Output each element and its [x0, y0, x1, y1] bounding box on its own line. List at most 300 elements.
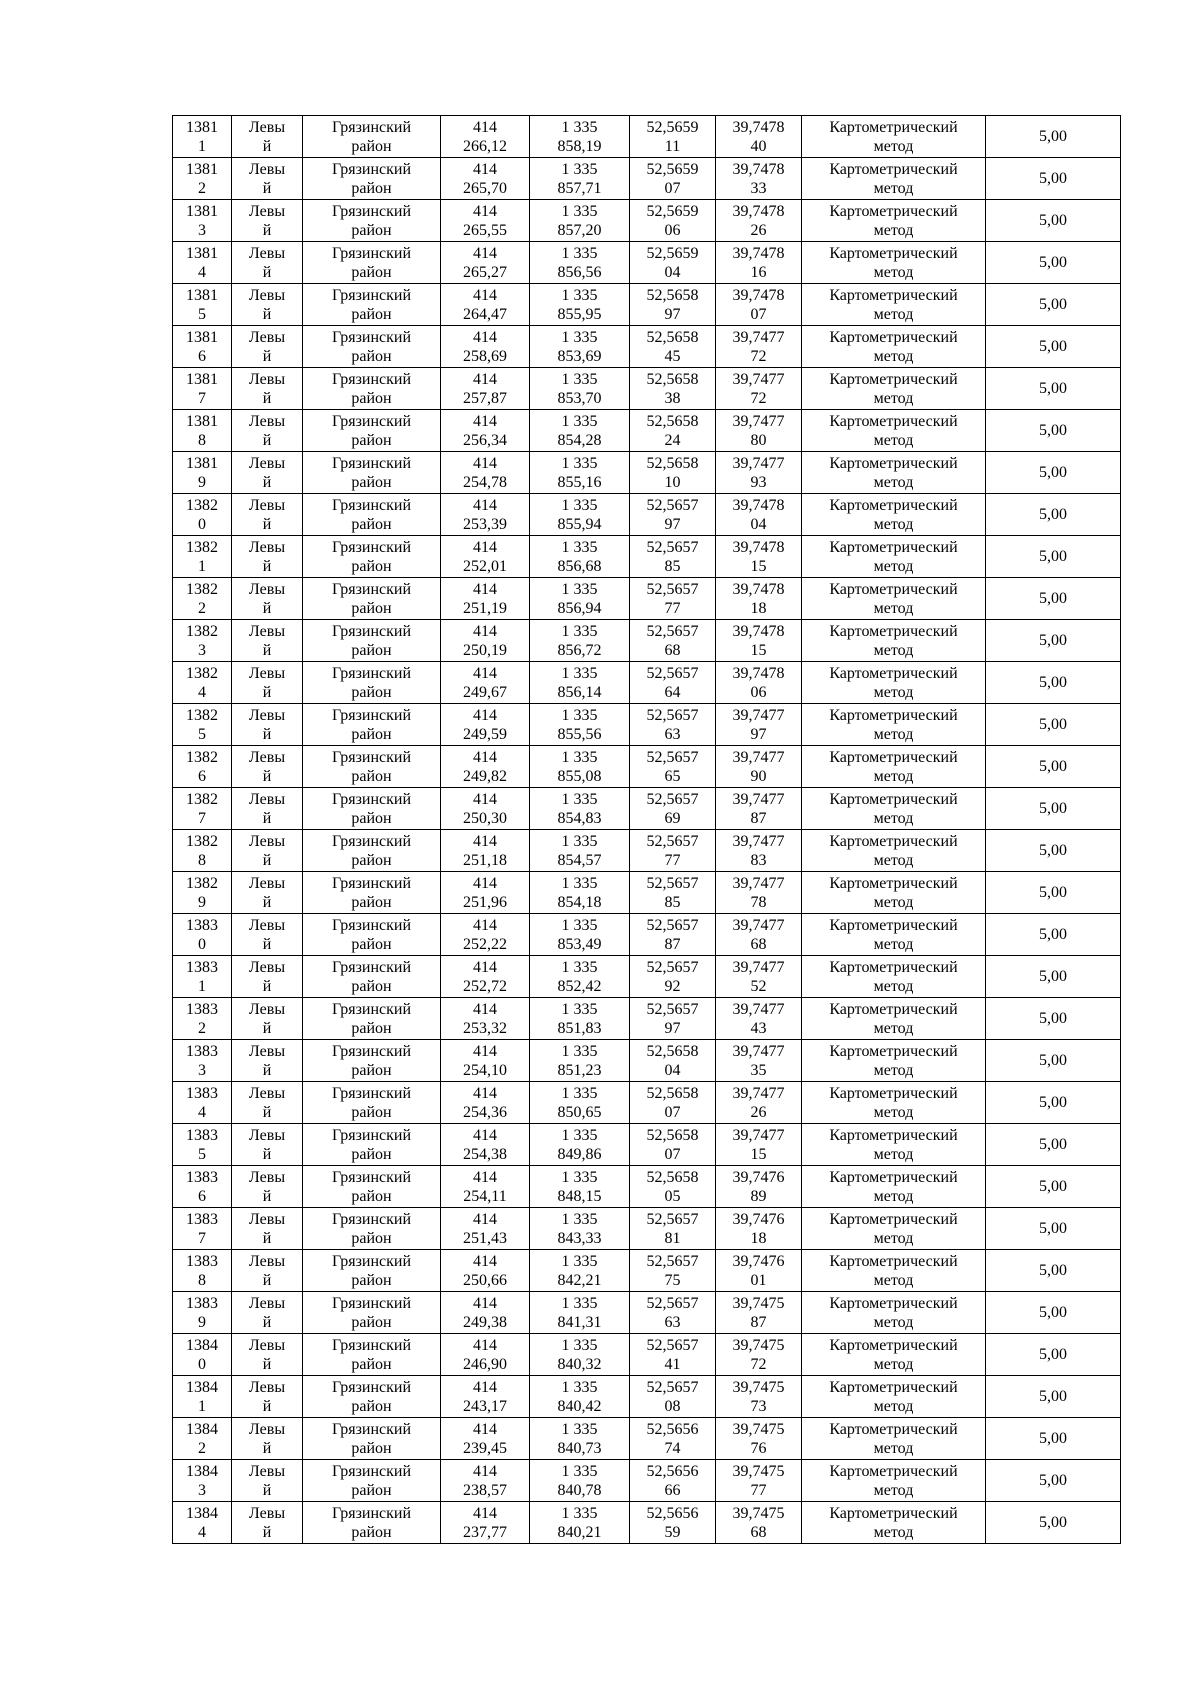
latitude-cell	[630, 1334, 716, 1376]
cell-line: й	[262, 767, 272, 785]
cell-line: метод	[873, 389, 914, 407]
y-coordinate-cell	[530, 200, 630, 242]
cell-line: 77	[750, 1481, 767, 1499]
cell-line: Грязинский	[331, 118, 412, 136]
cell-line: 08	[664, 1397, 681, 1415]
cell-line: Левы	[248, 244, 286, 262]
y-coordinate-cell	[530, 1502, 630, 1544]
cell-line: й	[262, 347, 272, 365]
cell-line: 92	[664, 977, 681, 995]
cell-line: 1	[198, 137, 206, 155]
cell-line: й	[262, 179, 272, 197]
cell-line: метод	[873, 1145, 914, 1163]
cell-line: 52,5657	[646, 664, 699, 682]
cell-line: 39,7476	[732, 1252, 785, 1270]
cell-line: 1 335	[561, 706, 598, 724]
cell-line: 251,18	[463, 851, 507, 869]
table-row	[173, 326, 1121, 368]
cell-line: 52,5657	[646, 916, 699, 934]
table-row	[173, 284, 1121, 326]
point-number-cell	[173, 1082, 232, 1124]
table-row	[173, 1502, 1121, 1544]
longitude-cell	[716, 1040, 802, 1082]
latitude-cell	[630, 452, 716, 494]
cell-line: 0	[198, 515, 206, 533]
cell-line: 1384	[186, 1504, 218, 1522]
x-coordinate-cell	[441, 326, 530, 368]
method-cell	[802, 1460, 986, 1502]
cell-line: 1381	[186, 328, 218, 346]
cell-line: 26	[750, 1103, 767, 1121]
side-cell	[232, 578, 303, 620]
y-coordinate-cell	[530, 1418, 630, 1460]
cell-line: метод	[873, 1103, 914, 1121]
cell-line: 26	[750, 221, 767, 239]
cell-line: 266,12	[463, 137, 507, 155]
cell-line: 265,70	[463, 179, 507, 197]
cell-line: 1382	[186, 622, 218, 640]
cell-line: 52,5657	[646, 1000, 699, 1018]
cell-line: 254,36	[463, 1103, 507, 1121]
cell-line: Картометрический	[829, 1084, 958, 1102]
y-coordinate-cell	[530, 1334, 630, 1376]
cell-line: метод	[873, 809, 914, 827]
y-coordinate-cell	[530, 1292, 630, 1334]
cell-line: 93	[750, 473, 767, 491]
cell-line: Левы	[248, 1126, 286, 1144]
y-coordinate-cell	[530, 1376, 630, 1418]
cell-line: метод	[873, 1187, 914, 1205]
cell-line: Грязинский	[331, 1378, 412, 1396]
latitude-cell	[630, 1418, 716, 1460]
latitude-cell	[630, 746, 716, 788]
x-coordinate-cell	[441, 158, 530, 200]
method-cell	[802, 746, 986, 788]
method-cell	[802, 1376, 986, 1418]
cell-line: Грязинский	[331, 496, 412, 514]
cell-line: 854,57	[557, 851, 602, 869]
cell-line: район	[351, 1481, 392, 1499]
cell-line: Картометрический	[829, 958, 958, 976]
cell-line: Левы	[248, 1294, 286, 1312]
accuracy-cell: 5,00	[986, 1502, 1121, 1544]
cell-line: 52,5658	[646, 1126, 699, 1144]
point-number-cell	[173, 1334, 232, 1376]
cell-line: 39,7477	[732, 790, 785, 808]
cell-line: 15	[750, 557, 767, 575]
cell-line: Грязинский	[331, 202, 412, 220]
cell-line: район	[351, 389, 392, 407]
cell-line: й	[262, 1103, 272, 1121]
point-number-cell	[173, 914, 232, 956]
cell-line: 414	[473, 664, 497, 682]
cell-line: район	[351, 725, 392, 743]
cell-line: Грязинский	[331, 1504, 412, 1522]
cell-line: 1383	[186, 958, 218, 976]
cell-line: 1 335	[561, 160, 598, 178]
cell-line: метод	[873, 641, 914, 659]
cell-line: 1383	[186, 1126, 218, 1144]
cell-line: 65	[664, 767, 681, 785]
cell-line: й	[262, 1145, 272, 1163]
side-cell	[232, 746, 303, 788]
cell-line: 52,5658	[646, 454, 699, 472]
side-cell	[232, 998, 303, 1040]
cell-line: 40	[750, 137, 767, 155]
x-coordinate-cell	[441, 284, 530, 326]
method-cell	[802, 116, 986, 158]
cell-line: район	[351, 305, 392, 323]
cell-line: 1 335	[561, 1504, 598, 1522]
table-row	[173, 1334, 1121, 1376]
side-cell	[232, 536, 303, 578]
cell-line: Картометрический	[829, 1420, 958, 1438]
point-number-cell	[173, 116, 232, 158]
accuracy-cell: 5,00	[986, 956, 1121, 998]
y-coordinate-cell	[530, 1040, 630, 1082]
latitude-cell	[630, 1250, 716, 1292]
cell-line: Грязинский	[331, 286, 412, 304]
latitude-cell	[630, 1502, 716, 1544]
cell-line: 265,27	[463, 263, 507, 281]
cell-line: 853,70	[557, 389, 602, 407]
cell-line: метод	[873, 1313, 914, 1331]
cell-line: й	[262, 809, 272, 827]
cell-line: Грязинский	[331, 664, 412, 682]
cell-line: район	[351, 641, 392, 659]
method-cell	[802, 1082, 986, 1124]
accuracy-cell: 5,00	[986, 578, 1121, 620]
y-coordinate-cell	[530, 1208, 630, 1250]
cell-line: 252,01	[463, 557, 507, 575]
cell-line: 414	[473, 370, 497, 388]
district-cell	[303, 158, 441, 200]
cell-line: 39,7478	[732, 202, 785, 220]
cell-line: Грязинский	[331, 370, 412, 388]
cell-line: 52,5657	[646, 832, 699, 850]
method-cell	[802, 998, 986, 1040]
x-coordinate-cell	[441, 914, 530, 956]
cell-line: 855,56	[557, 725, 602, 743]
cell-line: 414	[473, 328, 497, 346]
cell-line: 1 335	[561, 790, 598, 808]
cell-line: Картометрический	[829, 538, 958, 556]
cell-line: 1 335	[561, 538, 598, 556]
cell-line: 1 335	[561, 1462, 598, 1480]
cell-line: 1 335	[561, 1168, 598, 1186]
cell-line: район	[351, 599, 392, 617]
cell-line: й	[262, 1229, 272, 1247]
cell-line: метод	[873, 1523, 914, 1541]
cell-line: 414	[473, 790, 497, 808]
cell-line: 854,83	[557, 809, 602, 827]
cell-line: Левы	[248, 832, 286, 850]
longitude-cell	[716, 1124, 802, 1166]
longitude-cell	[716, 536, 802, 578]
cell-line: Картометрический	[829, 916, 958, 934]
table-row	[173, 494, 1121, 536]
cell-line: Грязинский	[331, 874, 412, 892]
cell-line: район	[351, 935, 392, 953]
y-coordinate-cell	[530, 956, 630, 998]
cell-line: 1 335	[561, 202, 598, 220]
point-number-cell	[173, 242, 232, 284]
cell-line: район	[351, 347, 392, 365]
district-cell	[303, 536, 441, 578]
cell-line: Грязинский	[331, 916, 412, 934]
x-coordinate-cell	[441, 1502, 530, 1544]
cell-line: 39,7478	[732, 538, 785, 556]
accuracy-cell: 5,00	[986, 914, 1121, 956]
cell-line: 852,42	[557, 977, 602, 995]
latitude-cell	[630, 956, 716, 998]
method-cell	[802, 578, 986, 620]
cell-line: 414	[473, 958, 497, 976]
cell-line: 256,34	[463, 431, 507, 449]
side-cell	[232, 494, 303, 536]
accuracy-cell: 5,00	[986, 704, 1121, 746]
cell-line: 1384	[186, 1462, 218, 1480]
y-coordinate-cell	[530, 1166, 630, 1208]
side-cell	[232, 1250, 303, 1292]
cell-line: 39,7475	[732, 1504, 785, 1522]
cell-line: 52,5657	[646, 706, 699, 724]
longitude-cell	[716, 1250, 802, 1292]
side-cell	[232, 1166, 303, 1208]
cell-line: 04	[664, 1061, 681, 1079]
cell-line: район	[351, 1229, 392, 1247]
cell-line: 254,11	[463, 1187, 507, 1205]
cell-line: 849,86	[557, 1145, 602, 1163]
cell-line: 0	[198, 935, 206, 953]
cell-line: 414	[473, 286, 497, 304]
cell-line: 52,5658	[646, 1168, 699, 1186]
cell-line: 414	[473, 1294, 497, 1312]
cell-line: 253,32	[463, 1019, 507, 1037]
accuracy-cell: 5,00	[986, 746, 1121, 788]
longitude-cell	[716, 200, 802, 242]
cell-line: 1381	[186, 118, 218, 136]
cell-line: Левы	[248, 202, 286, 220]
cell-line: 39,7477	[732, 1000, 785, 1018]
cell-line: 07	[664, 1103, 681, 1121]
longitude-cell	[716, 368, 802, 410]
cell-line: 856,56	[557, 263, 602, 281]
cell-line: 414	[473, 1000, 497, 1018]
accuracy-cell: 5,00	[986, 410, 1121, 452]
accuracy-cell: 5,00	[986, 662, 1121, 704]
cell-line: 89	[750, 1187, 767, 1205]
side-cell	[232, 1124, 303, 1166]
cell-line: 8	[198, 851, 206, 869]
cell-line: 1 335	[561, 244, 598, 262]
cell-line: 87	[750, 1313, 767, 1331]
cell-line: Картометрический	[829, 874, 958, 892]
point-number-cell	[173, 1250, 232, 1292]
table-row	[173, 1292, 1121, 1334]
cell-line: 414	[473, 1126, 497, 1144]
cell-line: 1 335	[561, 622, 598, 640]
x-coordinate-cell	[441, 704, 530, 746]
cell-line: 257,87	[463, 389, 507, 407]
cell-line: метод	[873, 431, 914, 449]
longitude-cell	[716, 1292, 802, 1334]
cell-line: 1 335	[561, 874, 598, 892]
longitude-cell	[716, 158, 802, 200]
method-cell	[802, 284, 986, 326]
cell-line: 1382	[186, 538, 218, 556]
cell-line: Левы	[248, 1084, 286, 1102]
cell-line: Левы	[248, 160, 286, 178]
latitude-cell	[630, 368, 716, 410]
method-cell	[802, 1250, 986, 1292]
district-cell	[303, 1460, 441, 1502]
cell-line: Грязинский	[331, 748, 412, 766]
method-cell	[802, 452, 986, 494]
cell-line: й	[262, 599, 272, 617]
cell-line: 1 335	[561, 916, 598, 934]
longitude-cell	[716, 1418, 802, 1460]
cell-line: 52,5657	[646, 1378, 699, 1396]
cell-line: 52,5657	[646, 1294, 699, 1312]
cell-line: 39,7478	[732, 118, 785, 136]
cell-line: метод	[873, 347, 914, 365]
side-cell	[232, 200, 303, 242]
cell-line: Левы	[248, 286, 286, 304]
table-row	[173, 158, 1121, 200]
district-cell	[303, 452, 441, 494]
latitude-cell	[630, 1124, 716, 1166]
cell-line: район	[351, 221, 392, 239]
cell-line: 52,5657	[646, 958, 699, 976]
method-cell	[802, 200, 986, 242]
method-cell	[802, 1124, 986, 1166]
cell-line: 52,5658	[646, 1084, 699, 1102]
latitude-cell	[630, 788, 716, 830]
cell-line: 9	[198, 473, 206, 491]
cell-line: метод	[873, 221, 914, 239]
cell-line: 10	[664, 473, 681, 491]
cell-line: район	[351, 977, 392, 995]
cell-line: Картометрический	[829, 1210, 958, 1228]
cell-line: 07	[664, 179, 681, 197]
method-cell	[802, 914, 986, 956]
district-cell	[303, 662, 441, 704]
cell-line: й	[262, 389, 272, 407]
point-number-cell	[173, 746, 232, 788]
cell-line: 72	[750, 389, 767, 407]
cell-line: 414	[473, 706, 497, 724]
cell-line: Левы	[248, 496, 286, 514]
cell-line: Картометрический	[829, 1042, 958, 1060]
cell-line: 858,19	[557, 137, 602, 155]
table-row	[173, 536, 1121, 578]
cell-line: 78	[750, 893, 767, 911]
cell-line: 1381	[186, 454, 218, 472]
longitude-cell	[716, 662, 802, 704]
cell-line: 39,7477	[732, 706, 785, 724]
longitude-cell	[716, 284, 802, 326]
cell-line: Грязинский	[331, 1210, 412, 1228]
cell-line: 1381	[186, 286, 218, 304]
cell-line: район	[351, 683, 392, 701]
cell-line: Грязинский	[331, 790, 412, 808]
cell-line: 2	[198, 1439, 206, 1457]
cell-line: Левы	[248, 1168, 286, 1186]
cell-line: 64	[664, 683, 681, 701]
point-number-cell	[173, 158, 232, 200]
cell-line: 1383	[186, 1294, 218, 1312]
table-row	[173, 452, 1121, 494]
cell-line: 1383	[186, 916, 218, 934]
cell-line: 1383	[186, 1210, 218, 1228]
x-coordinate-cell	[441, 746, 530, 788]
longitude-cell	[716, 998, 802, 1040]
cell-line: метод	[873, 1271, 914, 1289]
point-number-cell	[173, 1124, 232, 1166]
y-coordinate-cell	[530, 536, 630, 578]
side-cell	[232, 158, 303, 200]
cell-line: 85	[664, 557, 681, 575]
point-number-cell	[173, 368, 232, 410]
cell-line: 414	[473, 1504, 497, 1522]
longitude-cell	[716, 704, 802, 746]
cell-line: район	[351, 1397, 392, 1415]
point-number-cell	[173, 494, 232, 536]
latitude-cell	[630, 158, 716, 200]
cell-line: й	[262, 221, 272, 239]
cell-line: Картометрический	[829, 1000, 958, 1018]
cell-line: район	[351, 893, 392, 911]
cell-line: 414	[473, 160, 497, 178]
cell-line: 414	[473, 1420, 497, 1438]
longitude-cell	[716, 494, 802, 536]
table-row	[173, 578, 1121, 620]
cell-line: район	[351, 179, 392, 197]
table-row	[173, 1082, 1121, 1124]
latitude-cell	[630, 914, 716, 956]
table-row	[173, 1460, 1121, 1502]
cell-line: 1382	[186, 664, 218, 682]
point-number-cell	[173, 452, 232, 494]
cell-line: 90	[750, 767, 767, 785]
longitude-cell	[716, 410, 802, 452]
y-coordinate-cell	[530, 242, 630, 284]
cell-line: 39,7475	[732, 1336, 785, 1354]
cell-line: Грязинский	[331, 706, 412, 724]
method-cell	[802, 410, 986, 452]
side-cell	[232, 326, 303, 368]
cell-line: 52,5659	[646, 118, 699, 136]
cell-line: 39,7476	[732, 1210, 785, 1228]
cell-line: 1	[198, 1397, 206, 1415]
cell-line: метод	[873, 977, 914, 995]
cell-line: метод	[873, 263, 914, 281]
cell-line: Картометрический	[829, 1336, 958, 1354]
point-number-cell	[173, 326, 232, 368]
point-number-cell	[173, 284, 232, 326]
cell-line: 414	[473, 832, 497, 850]
cell-line: 5	[198, 1145, 206, 1163]
cell-line: 840,42	[557, 1397, 602, 1415]
cell-line: Левы	[248, 622, 286, 640]
longitude-cell	[716, 1334, 802, 1376]
district-cell	[303, 326, 441, 368]
cell-line: 258,69	[463, 347, 507, 365]
table-row	[173, 1040, 1121, 1082]
table-row	[173, 1166, 1121, 1208]
x-coordinate-cell	[441, 536, 530, 578]
